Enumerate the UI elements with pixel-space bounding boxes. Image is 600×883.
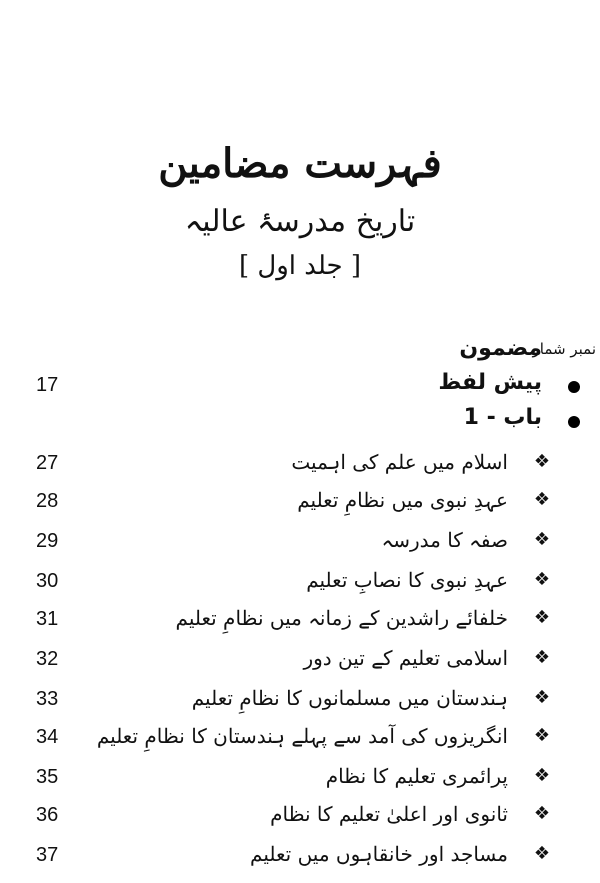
page-number: 28 — [36, 490, 59, 512]
page-number: 37 — [36, 844, 59, 866]
page-number: 33 — [36, 688, 59, 710]
diamond-bullet-icon: ❖ — [533, 765, 550, 786]
diamond-bullet-icon: ❖ — [533, 529, 550, 550]
toc-entry — [0, 448, 600, 484]
entry-title: انگریزوں کی آمد سے پہلے ہندستان کا نظامِ تعلیم — [96, 724, 508, 748]
page-number: 35 — [36, 766, 59, 788]
diamond-bullet-icon: ❖ — [533, 803, 550, 824]
toc-title: فہرست مضامین — [158, 140, 442, 187]
entry-title: عہدِ نبوی میں نظامِ تعلیم — [297, 488, 508, 512]
preface-label: پیش لفظ — [438, 370, 542, 395]
toc-row-chapter — [0, 405, 600, 441]
page-number: 30 — [36, 570, 59, 592]
toc-entry — [0, 684, 600, 720]
toc-entry — [0, 762, 600, 798]
entry-title: عہدِ نبوی کا نصابِ تعلیم — [306, 568, 508, 592]
page-number: 29 — [36, 530, 59, 552]
diamond-bullet-icon: ❖ — [533, 451, 550, 472]
toc-entry — [0, 644, 600, 680]
page-number: 17 — [36, 374, 59, 396]
diamond-bullet-icon: ❖ — [533, 569, 550, 590]
diamond-bullet-icon: ❖ — [533, 489, 550, 510]
book-subtitle: تاریخ مدرسۂ عالیہ — [184, 204, 416, 239]
diamond-bullet-icon: ❖ — [533, 725, 550, 746]
toc-entry — [0, 566, 600, 602]
entry-title: پرائمری تعلیم کا نظام — [325, 764, 508, 788]
page-number: 34 — [36, 726, 59, 748]
bullet-dot-icon — [568, 381, 580, 393]
column-header-number: نمبر شمار — [532, 340, 596, 358]
page-number: 36 — [36, 804, 59, 826]
toc-entry — [0, 840, 600, 876]
toc-entry — [0, 486, 600, 522]
toc-entry — [0, 604, 600, 640]
toc-entry — [0, 722, 600, 758]
volume-label: [ جلد اول ] — [238, 251, 362, 281]
entry-title: اسلامی تعلیم کے تین دور — [303, 646, 508, 670]
toc-row-preface — [0, 370, 600, 406]
page-number: 27 — [36, 452, 59, 474]
entry-title: صفہ کا مدرسہ — [381, 528, 508, 552]
entry-title: اسلام میں علم کی اہمیت — [291, 450, 508, 474]
chapter-label: باب - 1 — [463, 405, 542, 430]
entry-title: خلفائے راشدین کے زمانہ میں نظامِ تعلیم — [175, 606, 508, 630]
toc-entry — [0, 800, 600, 836]
diamond-bullet-icon: ❖ — [533, 843, 550, 864]
diamond-bullet-icon: ❖ — [533, 687, 550, 708]
page-number: 32 — [36, 648, 59, 670]
page-number: 31 — [36, 608, 59, 630]
column-header-subject: مضمون — [459, 336, 542, 361]
entry-title: مساجد اور خانقاہوں میں تعلیم — [250, 842, 508, 866]
toc-entry — [0, 526, 600, 562]
entry-title: ہندستان میں مسلمانوں کا نظامِ تعلیم — [191, 686, 508, 710]
entry-title: ثانوی اور اعلیٰ تعلیم کا نظام — [270, 802, 508, 826]
bullet-dot-icon — [568, 416, 580, 428]
diamond-bullet-icon: ❖ — [533, 647, 550, 668]
diamond-bullet-icon: ❖ — [533, 607, 550, 628]
